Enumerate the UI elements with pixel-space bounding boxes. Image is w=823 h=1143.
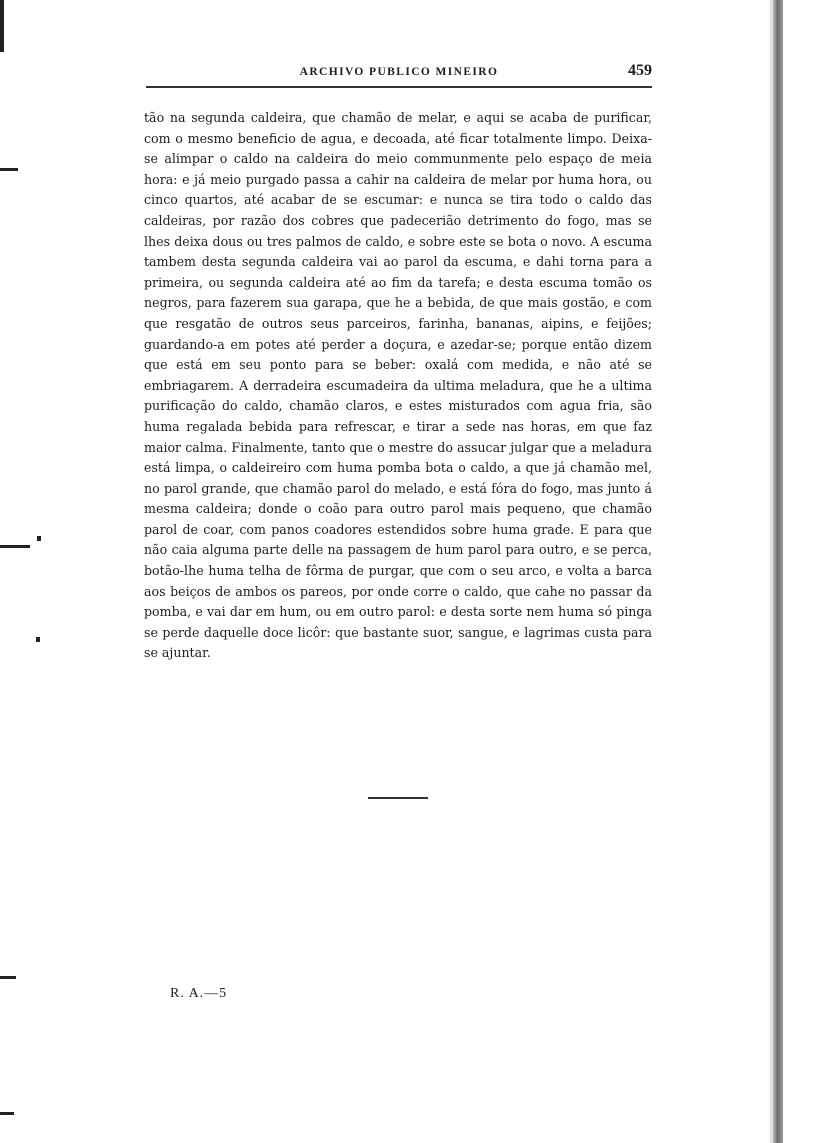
binding-mark-4 <box>0 1112 14 1115</box>
closing-rule <box>368 797 428 799</box>
header-rule <box>146 86 652 88</box>
binding-dot-1 <box>37 536 41 541</box>
page-number: 459 <box>628 62 652 79</box>
binding-mark-1 <box>0 168 18 171</box>
signature-mark: R. A.—5 <box>170 986 228 1001</box>
running-header <box>146 62 652 88</box>
binding-dot-2 <box>36 637 40 642</box>
binding-mark-3 <box>0 976 16 979</box>
binding-mark-2 <box>0 545 30 548</box>
page-edge <box>773 0 783 1143</box>
binding-mark-top <box>0 0 4 52</box>
body-paragraph: tão na segunda caldeira, que chamão de melar, e aqui se acaba de purificar, com o mesmo beneficio de agua, e decoada, até ficar totalmente limpo. Deixa-se alimpar o caldo na caldeira do meio communmente pelo espaço de meia hora: e já meio purgado passa a cahir na caldeira de melar por huma hora, ou cinco quartos, até acabar de se escumar: e nunca se tira todo o caldo das caldeiras, por razão dos cobres que padecerião detrimento do fogo, mas se lhes deixa dous ou tres palmos de caldo, e sobre este se bota o novo. A escuma tambem desta segunda caldeira vai ao parol da escuma, e dahi torna para a primeira, ou segunda caldeira até ao fim da tarefa; e desta escuma tomão os negros, para fazerem sua garapa, que he a bebida, de que mais gostão, e com que resgatão de outros seus parceiros, farinha, bananas, aipins, e feijões; guardando-a em potes até perder a doçura, e azedar-se; porque então dizem que está em seu ponto para se beber: oxalá com medida, e não até se embriagarem. A derradeira escumadeira da ultima meladura, que he a ultima purificação do caldo, chamão claros, e estes misturados com agua fria, são huma regalada bebida para refrescar, e tirar a sede nas horas, em que faz maior calma. Finalmente, tanto que o mestre do assucar julgar que a meladura está limpa, o caldeireiro com huma pomba bota o caldo, a que já chamão mel, no parol grande, que chamão parol do melado, e está fóra do fogo, mas junto á mesma caldeira; donde o coão para outro parol mais pequeno, que chamão parol de coar, com panos coadores estendidos sobre huma grade. E para que não caia alguma parte delle na passagem de hum parol para outro, e se perca, botão-lhe huma telha de fôrma de purgar, que com o seu arco, e volta a barca aos beiços de ambos os pareos, por onde corre o caldo, que cahe no passar da pomba, e vai dar em hum, ou em outro parol: e desta sorte nem huma só pinga se perde daquelle doce licôr: que bastante suor, sangue, e lagrimas custa para se ajuntar. <box>144 110 652 661</box>
journal-title: ARCHIVO PUBLICO MINEIRO <box>299 66 499 78</box>
